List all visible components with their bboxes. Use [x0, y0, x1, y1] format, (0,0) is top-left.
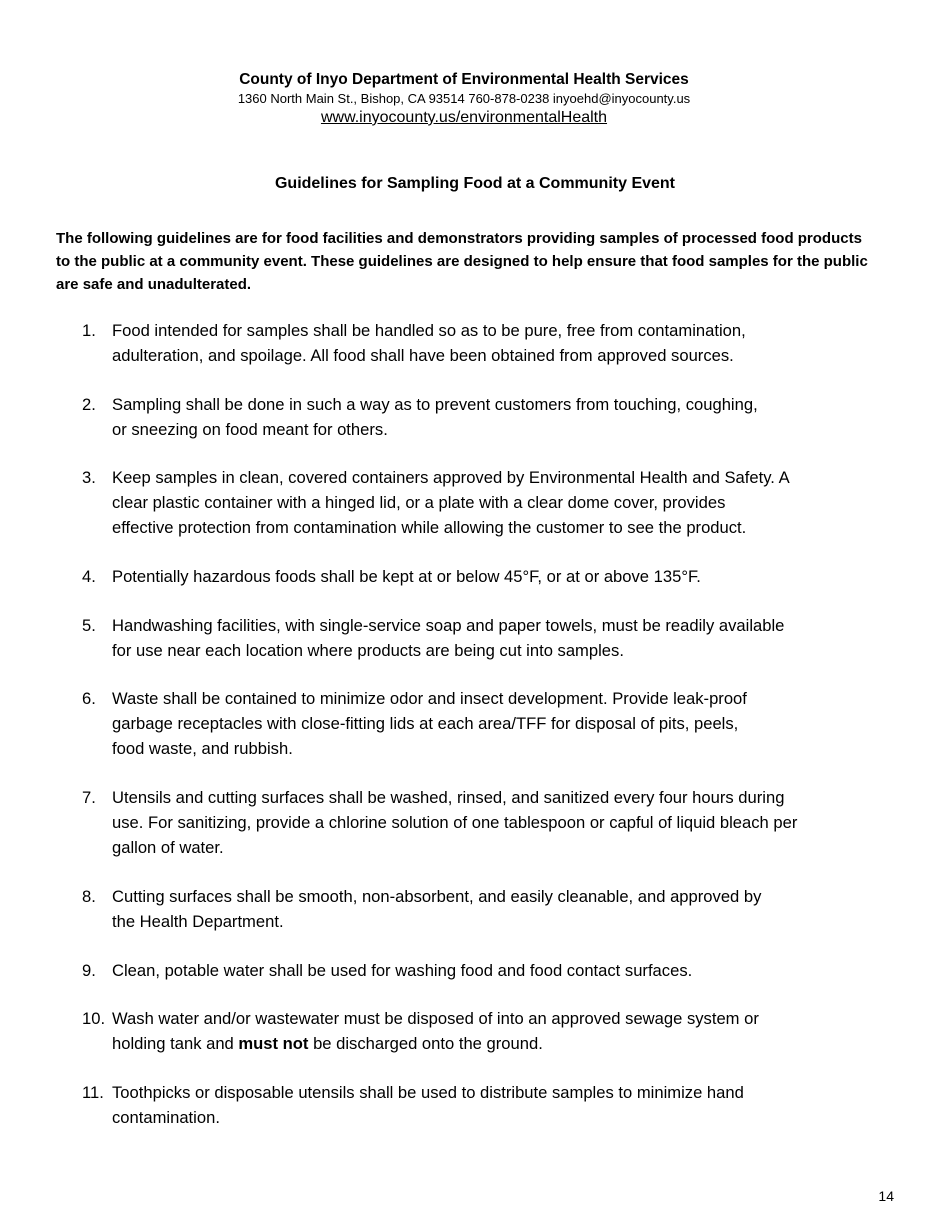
guideline-item-1 — [82, 318, 892, 368]
item-text-line: Handwashing facilities, with single-service soap and paper towels, must be readily available — [112, 615, 785, 635]
item-number: 9. — [82, 960, 96, 980]
guideline-item-11 — [82, 1080, 892, 1130]
guideline-item-9 — [82, 958, 892, 983]
item-text-line: Keep samples in clean, covered containers approved by Environmental Health and Safety. A — [112, 468, 790, 488]
item-text-line: Wash water and/or wastewater must be disposed of into an approved sewage system or — [112, 1009, 759, 1029]
guidelines-list — [82, 318, 892, 1154]
website-link[interactable]: www.inyocounty.us/environmentalHealth — [320, 109, 608, 126]
guideline-item-6 — [82, 686, 892, 761]
item-text-line: food waste, and rubbish. — [112, 739, 293, 759]
item-text-line: clear plastic container with a hinged lid, or a plate with a clear dome cover, provides — [112, 493, 726, 513]
item-text-line: Utensils and cutting surfaces shall be washed, rinsed, and sanitized every four hours during — [112, 788, 785, 808]
item-text-line: Potentially hazardous foods shall be kept at or below 45°F, or at or above 135°F. — [112, 567, 701, 587]
item-text-line: use. For sanitizing, provide a chlorine solution of one tablespoon or capful of liquid bleach per — [112, 813, 798, 833]
page-number: 14 — [878, 1188, 894, 1204]
item-text-line: Clean, potable water shall be used for washing food and food contact surfaces. — [112, 960, 693, 980]
item-number: 5. — [82, 615, 96, 635]
department-address: 1360 North Main St., Bishop, CA 93514 760-878-0238 inyoehd@inyocounty.us — [237, 91, 691, 106]
guideline-item-3 — [82, 465, 892, 540]
guideline-item-8 — [82, 884, 892, 934]
guideline-item-4 — [82, 564, 892, 589]
item-text-line: holding tank and — [112, 1034, 239, 1054]
intro-paragraph: The following guidelines are for food facilities and demonstrators providing samples of processed food products to the public at a community event. These guidelines are designed to help ensure that food samples for the public are safe and unadulterated. — [56, 230, 868, 293]
document-title: Guidelines for Sampling Food at a Community Event — [274, 175, 676, 192]
guideline-item-2 — [82, 392, 892, 442]
guideline-item-10 — [82, 1006, 892, 1056]
item-number: 10. — [82, 1009, 106, 1029]
item-number: 11. — [82, 1082, 104, 1102]
item-number: 7. — [82, 788, 96, 808]
guideline-item-7 — [82, 785, 892, 860]
item-text-line: the Health Department. — [112, 911, 284, 931]
item-text-line: Cutting surfaces shall be smooth, non-absorbent, and easily cleanable, and approved by — [112, 886, 762, 906]
item-text-line: gallon of water. — [112, 838, 224, 858]
item-number: 6. — [82, 689, 96, 709]
item-number: 3. — [82, 468, 96, 488]
item-text-line: contamination. — [112, 1107, 220, 1127]
item-text-line: effective protection from contamination while allowing the customer to see the product. — [112, 518, 747, 538]
item-number: 4. — [82, 567, 96, 587]
item-number: 1. — [82, 321, 96, 340]
emphasis-must-not: must not — [238, 1034, 309, 1054]
item-text-line: adulteration, and spoilage. All food shall have been obtained from approved sources. — [112, 346, 734, 365]
item-text-line: Sampling shall be done in such a way as to prevent customers from touching, coughing, — [112, 394, 758, 414]
item-text-line: Waste shall be contained to minimize odor and insect development. Provide leak-proof — [112, 689, 747, 709]
guideline-item-5 — [82, 613, 892, 663]
item-text-line: garbage receptacles with close-fitting lids at each area/TFF for disposal of pits, peels, — [112, 714, 739, 734]
item-number: 2. — [82, 394, 96, 414]
item-text-line: or sneezing on food meant for others. — [112, 419, 388, 439]
item-text-line: Food intended for samples shall be handled so as to be pure, free from contamination, — [112, 321, 746, 340]
letterhead — [0, 70, 928, 129]
department-name: County of Inyo Department of Environmental Health Services — [239, 71, 689, 88]
item-number: 8. — [82, 886, 96, 906]
item-text-line: be discharged onto the ground. — [308, 1034, 543, 1054]
item-text-line: for use near each location where products are being cut into samples. — [112, 640, 624, 660]
item-text-line: Toothpicks or disposable utensils shall be used to distribute samples to minimize hand — [112, 1082, 744, 1102]
